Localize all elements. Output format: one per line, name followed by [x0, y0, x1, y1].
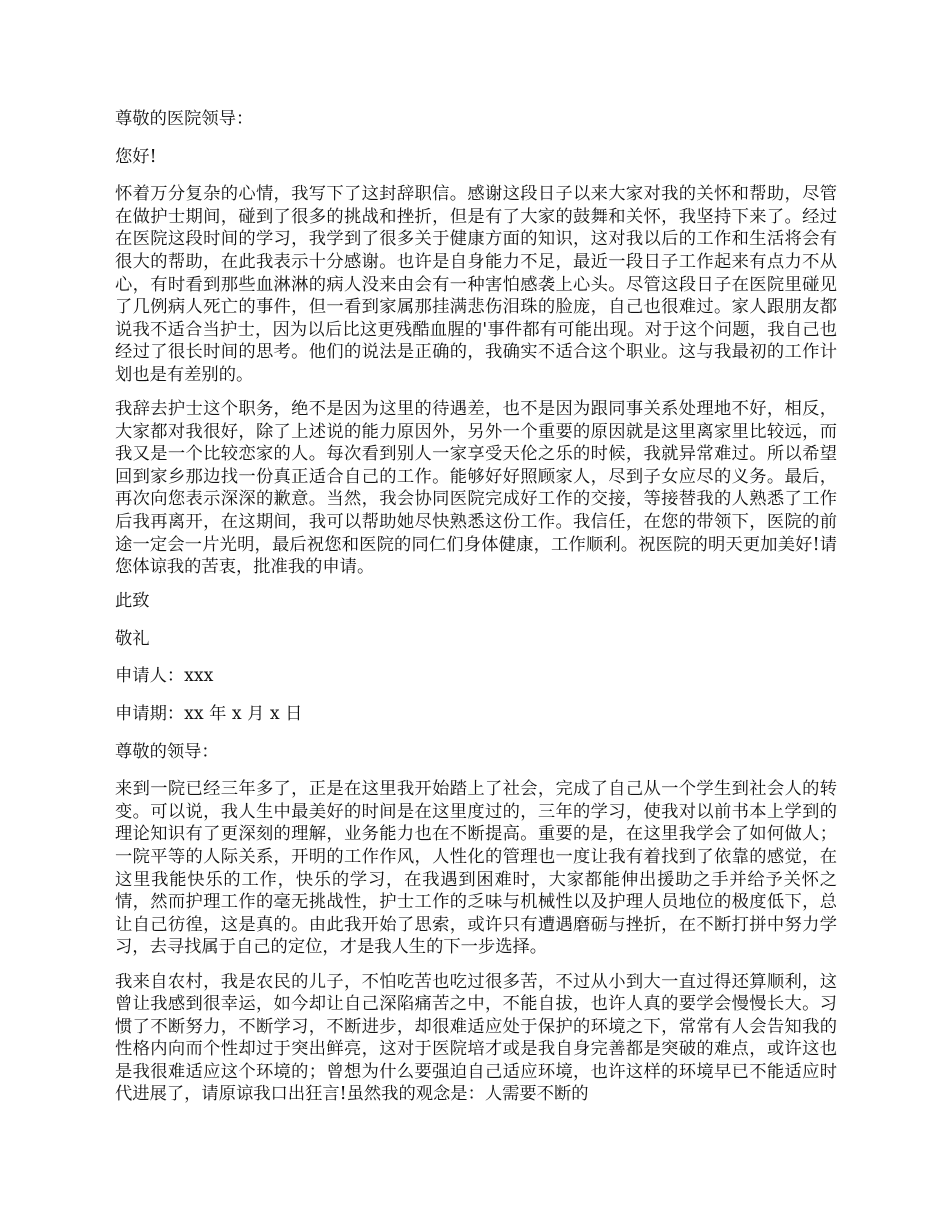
- greeting: 您好!: [115, 146, 157, 167]
- closing-jingli: 敬礼: [115, 628, 150, 649]
- applicant-line: 申请人：xxx: [115, 666, 214, 687]
- date-line: 申请期：xx 年 x 月 x 日: [115, 704, 303, 725]
- salutation-1: 尊敬的医院领导：: [115, 109, 254, 129]
- body-paragraph-1: 怀着万分复杂的心情，我写下了这封辞职信。感谢这段日子以来大家对我的关怀和帮助，尽管在做护士期间，碰到了很多的挑战和挫折，但是有了大家的鼓舞和关怀，我坚持下来了。经过在医院这段时间的学习，我学到了很多关于健康方面的知识，这对我以后的工作和生活将会有很大的帮助，在此我表示十分感谢。也许是自身能力不足，最近一段日子工作起来有点力不从心，有时看到那些血淋淋的病人没来由会有一种害怕感袭上心头。尽管这段日子在医院里碰见了几例病人死亡的事件，但一看到家属那挂满悲伤泪珠的脸庞，自己也很难过。家人跟朋友都说我不适合当护士，因为以后比这更残酷血腥的'事件都有可能出现。对于这个问题，我自己也经过了很长时间的思考。他们的说法是正确的，我确实不适合这个职业。这与我最初的工作计划也是有差别的。: [115, 184, 837, 385]
- letter-body: [115, 108, 837, 1118]
- salutation-2: 尊敬的领导：: [115, 741, 219, 762]
- body-paragraph-3: 来到一院已经三年多了，正是在这里我开始踏上了社会，完成了自己从一个学生到社会人的转变。可以说，我人生中最美好的时间是在这里度过的，三年的学习，使我对以前书本上学到的理论知识有了更深刻的理解，业务能力也在不断提高。重要的是，在这里我学会了如何做人；一院平等的人际关系，开明的工作作风，人性化的管理也一度让我有着找到了依靠的感觉，在这里我能快乐的工作，快乐的学习，在我遇到困难时，大家都能伸出援助之手并给予关怀之情，然而护理工作的毫无挑战性，护士工作的乏味与机械性以及护理人员地位的极度低下，总让自己彷徨，这是真的。由此我开始了思索，或许只有遭遇磨砺与挫折，在不断打拼中努力学习，去寻找属于自己的定位，才是我人生的下一步选择。: [115, 779, 837, 958]
- body-paragraph-4: 我来自农村，我是农民的儿子，不怕吃苦也吃过很多苦，不过从小到大一直过得还算顺利，这曾让我感到很幸运，如今却让自己深陷痛苦之中，不能自拔，也许人真的要学会慢慢长大。习惯了不断努力，不断学习，不断进步，却很难适应处于保护的环境之下，常常有人会告知我的性格内向而个性却过于突出鲜亮，这对于医院培才或是我自身完善都是突破的难点，或许这也是我很难适应这个环境的；曾想为什么要强迫自己适应环境，也许这样的环境早已不能适应时代进展了，请原谅我口出狂言!虽然我的观念是：人需要不断的: [115, 971, 837, 1105]
- closing-cizhi: 此致: [115, 591, 150, 612]
- body-paragraph-2: 我辞去护士这个职务，绝不是因为这里的待遇差，也不是因为跟同事关系处理地不好，相反，大家都对我很好，除了上述说的能力原因外，另外一个重要的原因就是这里离家里比较远，而我又是一个比较恋家的人。每次看到别人一家享受天伦之乐的时候，我就异常难过。所以希望回到家乡那边找一份真正适合自己的工作。能够好好照顾家人，尽到子女应尽的义务。最后，再次向您表示深深的歉意。当然，我会协同医院完成好工作的交接，等接替我的人熟悉了工作后我再离开，在这期间，我可以帮助她尽快熟悉这份工作。我信任，在您的带领下，医院的前途一定会一片光明，最后祝您和医院的同仁们身体健康，工作顺利。祝医院的明天更加美好!请您体谅我的苦衷，批准我的申请。: [115, 399, 837, 578]
